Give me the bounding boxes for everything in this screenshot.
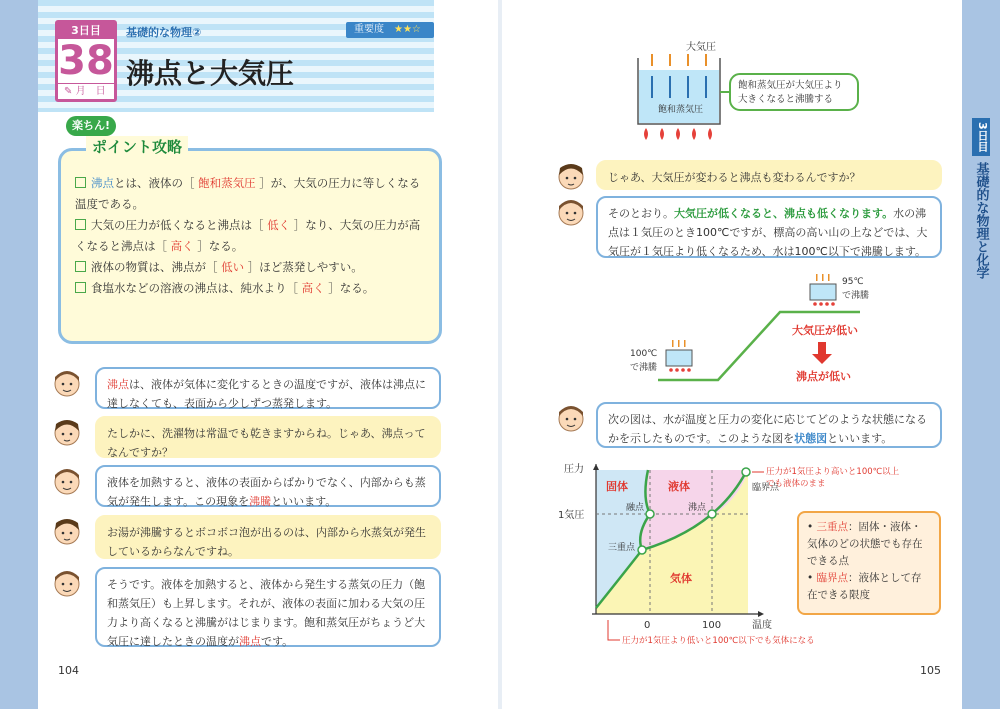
boiling-beaker-figure [632, 36, 872, 146]
day-label: 3日目 [58, 23, 114, 39]
svg-text:融点: 融点 [626, 503, 645, 513]
dialogue-bubble: 液体を加熱すると、液体の表面からばかりでなく、内部からも蒸気が発生します。この現象を沸騰といいます。 [95, 465, 441, 507]
atm-pressure-label: 大気圧 [686, 42, 716, 53]
svg-text:で沸騰: で沸騰 [630, 363, 658, 373]
svg-text:気体: 気体 [670, 572, 692, 585]
dialogue-bubble: じゃあ、大気圧が変わると沸点も変わるんですか？ [596, 160, 942, 190]
svg-text:沸点: 沸点 [688, 503, 707, 513]
student-face-icon [52, 515, 82, 547]
point-item: 食塩水などの溶液の沸点は、純水より［ 高く ］なる。 [75, 278, 427, 299]
dialogue-bubble: そのとおり。大気圧が低くなると、沸点も低くなります。水の沸点は１気圧のとき100℃ですが、標高の高い山の上などでは、大気圧が１気圧より低くなるため、水は100℃以下で沸騰します。 [596, 196, 942, 258]
definition-note [797, 511, 941, 615]
dialogue-bubble: 次の図は、水が温度と圧力の変化に応じてどのような状態になるかを示したものです。このような図を状態図といいます。 [596, 402, 942, 448]
dialogue-bubble: お湯が沸騰するとボコボコ泡が出るのは、内部から水蒸気が発生しているからなんですね。 [95, 515, 441, 559]
page-number-left: 104 [58, 664, 79, 677]
rakuchin-badge: 楽ちん! [66, 116, 116, 136]
left-margin-band [0, 0, 38, 709]
svg-text:100℃: 100℃ [630, 349, 658, 359]
dialogue-bubble: 沸点は、液体が気体に変化するときの温度ですが、液体は沸点に達しなくても、表面から少しずつ蒸発します。 [95, 367, 441, 409]
svg-text:固体: 固体 [606, 480, 628, 493]
svg-text:1気圧: 1気圧 [558, 510, 585, 521]
point-item: 液体の物質は、沸点が［ 低い ］ほど蒸発しやすい。 [75, 257, 427, 278]
svg-text:0: 0 [644, 620, 651, 631]
importance-stars: ★★☆ [394, 24, 421, 35]
dialogue-bubble: そうです。液体を加熱すると、液体から発生する蒸気の圧力（飽和蒸気圧）も上昇します。それが、液体の表面に加わる大気の圧力より高くなると沸騰がはじまります。飽和蒸気圧がちょうど大気圧に達したときの温度が沸点です。 [95, 567, 441, 647]
note-item: • 臨界点：液体として存在できる限度 [807, 572, 922, 601]
day-box [55, 20, 117, 102]
page-gutter [498, 0, 502, 709]
student-face-icon [556, 160, 586, 192]
page-title: 沸点と大気圧 [126, 57, 295, 90]
svg-text:95℃: 95℃ [842, 277, 864, 287]
day-number: 38 [58, 38, 114, 84]
svg-text:液体: 液体 [668, 480, 690, 493]
svg-text:でも液体のまま: でも液体のまま [766, 479, 826, 489]
side-day: 3日目 [972, 118, 990, 156]
teacher-face-icon [52, 465, 82, 497]
svg-text:圧力が1気圧より低いと100℃以下でも気体になる: 圧力が1気圧より低いと100℃以下でも気体になる [622, 636, 815, 646]
svg-text:三重点: 三重点 [608, 543, 636, 553]
student-face-icon [52, 416, 82, 448]
side-chapter-title [966, 118, 996, 279]
right-margin-band [962, 0, 1000, 709]
svg-text:で沸騰: で沸騰 [842, 291, 870, 301]
dialogue-bubble: たしかに、洗濯物は常温でも乾きますからね。じゃあ、沸点ってなんですか？ [95, 416, 441, 458]
vapor-pressure-label: 飽和蒸気圧 [658, 105, 704, 115]
svg-text:圧力: 圧力 [564, 464, 584, 475]
pencil-icon: ✎ [64, 86, 73, 97]
checkbox-icon [75, 282, 86, 293]
svg-text:沸点が低い: 沸点が低い [796, 370, 851, 383]
altitude-boiling-figure [620, 270, 870, 394]
svg-text:大きくなると沸騰する: 大きくなると沸騰する [738, 94, 834, 105]
page-number-right: 105 [920, 664, 941, 677]
point-item: 沸点とは、液体の［ 飽和蒸気圧 ］が、大気の圧力に等しくなる温度である。 [75, 176, 421, 211]
note-item: • 三重点：固体・液体・気体のどの状態でも存在できる点 [807, 521, 923, 567]
svg-text:圧力が1気圧より高いと100℃以上: 圧力が1気圧より高いと100℃以上 [766, 467, 900, 477]
checkbox-icon [75, 261, 86, 272]
checkbox-icon [75, 177, 86, 188]
teacher-face-icon [556, 402, 586, 434]
teacher-face-icon [556, 196, 586, 228]
svg-text:温度: 温度 [752, 620, 772, 631]
checkbox-icon [75, 219, 86, 230]
point-item: 大気の圧力が低くなると沸点は［ 低く ］なり、大気の圧力が高くなると沸点は［ 高く ］なる。 [75, 218, 421, 253]
date-label: ✎ 月 日 [58, 83, 114, 99]
point-title: ポイント攻略 [86, 136, 188, 157]
importance-badge: 重要度 ★★☆ [346, 22, 434, 38]
side-title: 基礎的な物理と化学 [973, 161, 989, 279]
svg-text:100: 100 [702, 620, 722, 631]
category: 基礎的な物理② [126, 26, 202, 39]
teacher-face-icon [52, 367, 82, 399]
svg-text:飽和蒸気圧が大気圧より: 飽和蒸気圧が大気圧より [738, 80, 843, 91]
svg-text:大気圧が低い: 大気圧が低い [792, 324, 858, 337]
teacher-face-icon [52, 567, 82, 599]
svg-text:臨界点: 臨界点 [752, 483, 780, 493]
point-box [58, 148, 442, 344]
